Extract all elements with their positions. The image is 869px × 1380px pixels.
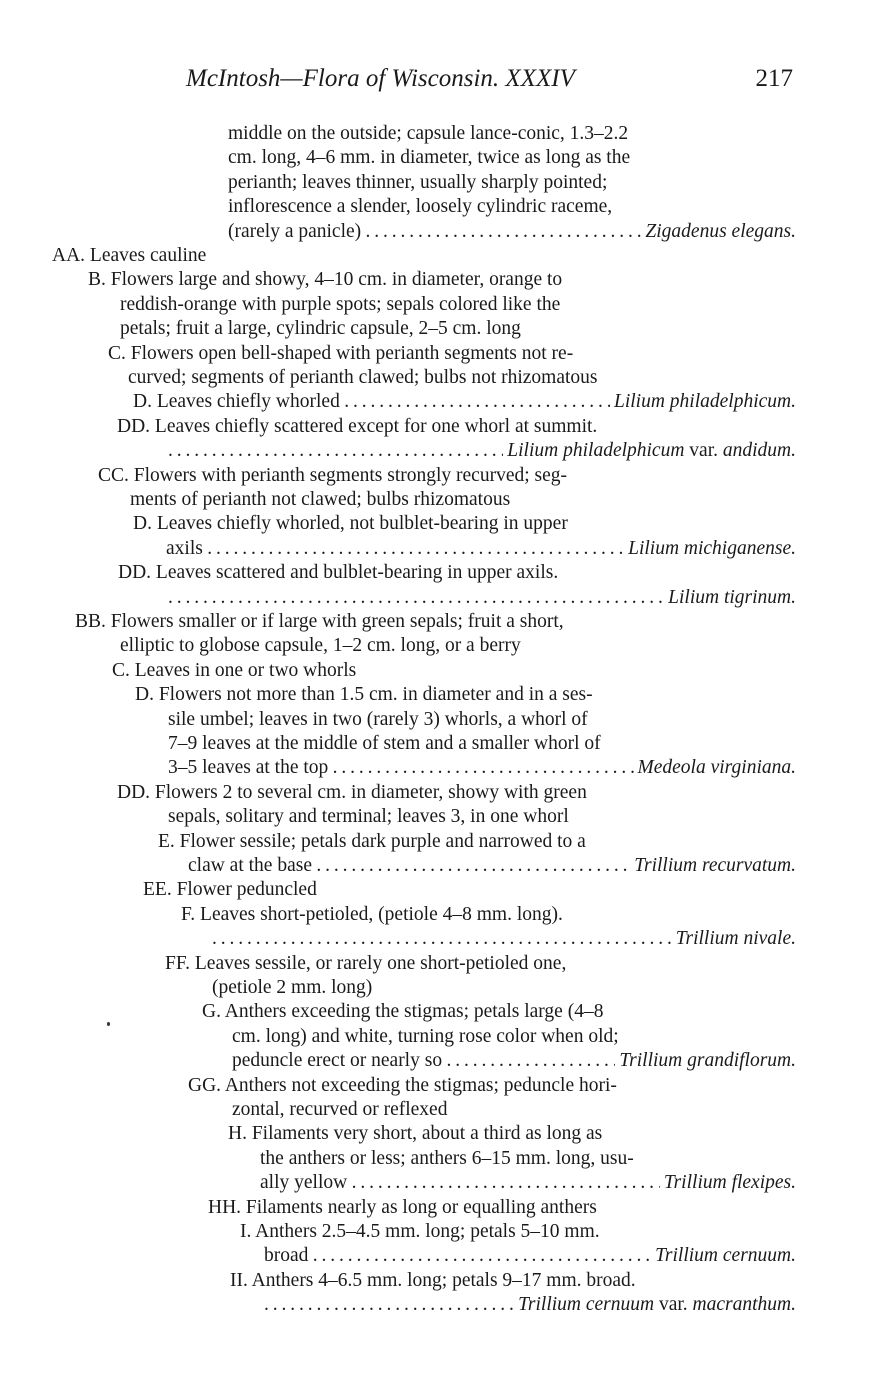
taxon-variety: macranthum. [692,1294,796,1316]
key-line: (petiole 2 mm. long) [212,977,373,998]
taxon-name [634,854,796,878]
taxon-rank: var. [684,440,723,462]
key-line: D. Flowers not more than 1.5 cm. in diameter and in a ses- [135,684,593,706]
key-line: C. Flowers open bell-shaped with perianth segments not re- [108,342,574,364]
key-line: sepals, solitary and terminal; leaves 3, in one whorl [168,806,569,828]
key-line-lead: 3–5 leaves at the top . . . [168,756,634,780]
key-line: DD. Leaves chiefly scattered except for one whorl at summit. [117,415,598,437]
key-line: the anthers or less; anthers 6–15 mm. long, usu- [260,1147,634,1169]
key-line: C. Leaves in one or two whorls [112,659,357,681]
taxon-name [645,220,796,244]
taxon-binomial: Zigadenus elegans. [645,220,796,242]
taxon-binomial: Trillium cernuum. [655,1245,796,1267]
ink-speck [107,1022,110,1026]
key-line: EE. Flower peduncled [143,879,317,901]
key-line-lead [212,927,672,951]
key-line: BB. Flowers smaller or if large with green sepals; fruit a short, [75,611,564,632]
key-line: D. Leaves chiefly whorled, not bulblet-bearing in upper [133,513,568,535]
key-line: middle on the outside; capsule lance-conic, 1.3–2.2 [228,123,629,144]
key-line: DD. Flowers 2 to several cm. in diameter, showy with green [117,781,587,803]
taxon-binomial: Medeola virginiana. [637,757,796,779]
key-line: 7–9 leaves at the middle of stem and a smaller whorl of [168,733,601,754]
taxon-binomial: Trillium nivale. [675,928,796,950]
taxon-name [614,390,796,414]
taxon-variety: andidum. [722,440,796,462]
key-line: AA. Leaves cauline [52,245,207,266]
key-line: zontal, recurved or reflexed [232,1099,448,1120]
key-line-lead: claw at the base . . . [188,854,630,878]
key-line-lead [168,439,503,463]
key-line-lead [264,1293,514,1317]
key-line: curved; segments of perianth clawed; bulbs not rhizomatous [128,367,598,388]
key-line: petals; fruit a large, cylindric capsule, 2–5 cm. long [120,318,521,340]
page-header [0,62,869,96]
taxon-binomial: Trillium flexipes. [663,1172,796,1194]
key-line-lead: D. Leaves chiefly whorled . . . [133,390,610,414]
taxon-name [619,1049,796,1073]
taxon-binomial: Trillium cernuum [518,1294,655,1316]
key-line: H. Filaments very short, about a third as long as [228,1123,603,1145]
key-line: cm. long, 4–6 mm. in diameter, twice as long as the [228,147,631,169]
taxon-name [676,927,796,951]
key-line: elliptic to globose capsule, 1–2 cm. long, or a berry [120,635,521,657]
running-title: McIntosh—Flora of Wisconsin. XXXIV [186,65,575,92]
page-number: 217 [755,65,793,92]
taxon-name [628,537,796,561]
key-line: reddish-orange with purple spots; sepals colored like the [120,293,561,315]
key-line: F. Leaves short-petioled, (petiole 4–8 mm. long). [181,903,563,925]
taxon-name [507,439,796,463]
key-line: I. Anthers 2.5–4.5 mm. long; petals 5–10 mm. [240,1221,600,1242]
key-line: perianth; leaves thinner, usually sharply pointed; [228,171,608,193]
key-line-lead: ally yellow . . . [260,1171,660,1195]
key-line-lead: peduncle erect or nearly so . . . [232,1049,615,1073]
taxon-name [664,1171,796,1195]
taxon-name [655,1244,796,1268]
taxon-name [668,586,796,610]
taxon-rank: var. [654,1294,693,1316]
key-line-lead: axils . . . [166,537,624,561]
key-line: cm. long) and white, turning rose color when old; [232,1025,619,1047]
taxon-binomial: Trillium recurvatum. [634,855,796,876]
taxon-binomial: Lilium philadelphicum. [614,391,796,413]
key-line: DD. Leaves scattered and bulblet-bearing in upper axils. [118,562,559,584]
key-line-lead: (rarely a panicle) . . . [228,220,641,244]
key-line: ments of perianth not clawed; bulbs rhizomatous [130,489,511,510]
taxon-binomial: Lilium philadelphicum [507,440,685,462]
key-line-lead: broad . . . [264,1244,651,1268]
key-line: FF. Leaves sessile, or rarely one short-petioled one, [165,952,567,974]
key-line: B. Flowers large and showy, 4–10 cm. in diameter, orange to [88,269,563,291]
key-line: GG. Anthers not exceeding the stigmas; peduncle hori- [188,1074,617,1096]
key-line: II. Anthers 4–6.5 mm. long; petals 9–17 mm. broad. [230,1269,636,1291]
taxon-name [518,1293,796,1317]
key-line-lead [168,586,664,610]
taxon-binomial: Trillium grandiflorum. [619,1050,796,1072]
key-line: HH. Filaments nearly as long or equalling anthers [208,1196,597,1218]
taxon-name [638,756,797,780]
key-line: E. Flower sessile; petals dark purple and narrowed to a [158,830,586,852]
key-line: inflorescence a slender, loosely cylindric raceme, [228,196,613,218]
taxon-binomial: Lilium tigrinum. [668,586,796,608]
key-line: sile umbel; leaves in two (rarely 3) whorls, a whorl of [168,708,588,730]
taxon-binomial: Lilium michiganense. [628,537,796,559]
key-line: G. Anthers exceeding the stigmas; petals large (4–8 [202,1001,604,1023]
key-line: CC. Flowers with perianth segments strongly recurved; seg- [98,464,567,486]
